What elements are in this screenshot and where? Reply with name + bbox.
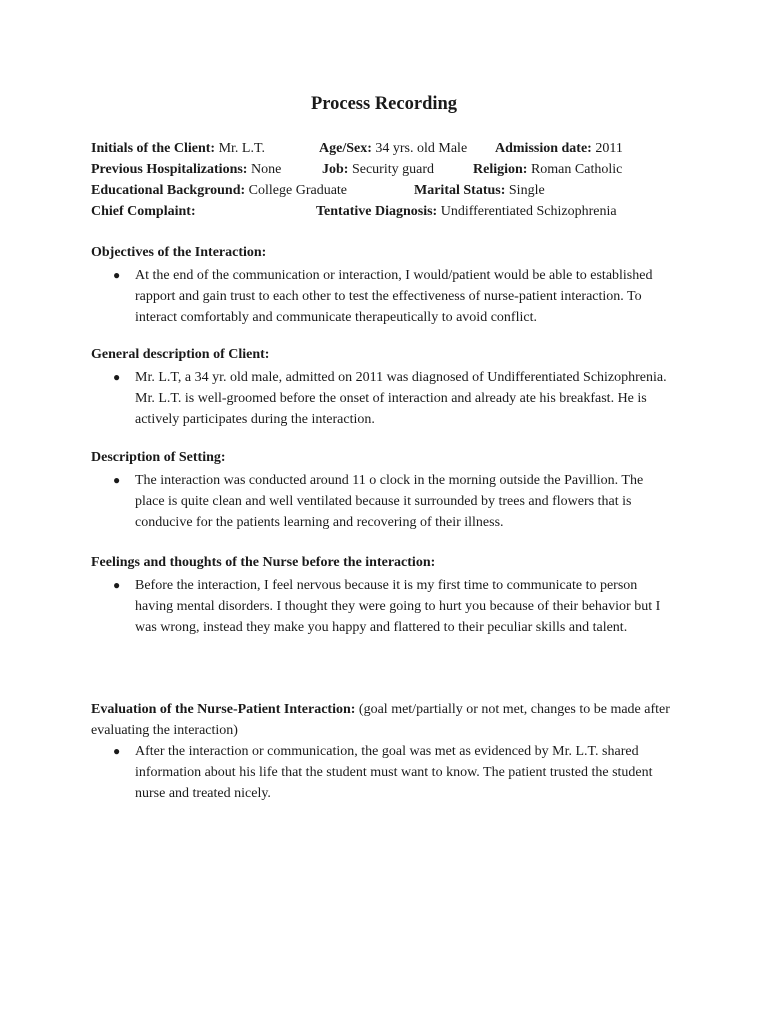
job-value: Security guard [351, 162, 434, 177]
evaluation-text: After the interaction or communication, the goal was met as evidenced by Mr. L.T. shared information about his life that the student must want to know. The patient trusted the student nurse and treated nicely. [135, 744, 653, 801]
general-description-heading: General description of Client: [91, 347, 270, 362]
agesex-field [319, 141, 467, 157]
religion-value: Roman Catholic [530, 162, 623, 177]
prevhosp-field [91, 162, 281, 178]
prevhosp-label: Previous Hospitalizations: [91, 162, 248, 177]
job-field [322, 162, 434, 178]
feelings-text: Before the interaction, I feel nervous because it is my first time to communicate to person having mental disorders. I thought they were going to hurt you because of their behavior but I was wrong, instead they make you happy and flattered to their peculiar skills and talent. [135, 578, 661, 635]
initials-value: Mr. L.T. [218, 141, 265, 156]
initials-field [91, 141, 265, 157]
job-label: Job: [322, 162, 349, 177]
complaint-label: Chief Complaint: [91, 204, 196, 219]
page-title: Process Recording [310, 94, 458, 114]
admission-label: Admission date: [495, 141, 592, 156]
education-field [91, 183, 347, 199]
bullet-icon: ● [113, 744, 121, 758]
marital-value: Single [508, 183, 545, 198]
agesex-value: 34 yrs. old Male [375, 141, 468, 156]
setting-heading: Description of Setting: [91, 450, 226, 465]
diagnosis-label: Tentative Diagnosis: [316, 204, 438, 219]
marital-field [414, 183, 545, 199]
education-label: Educational Background: [91, 183, 246, 198]
complaint-field [91, 204, 196, 220]
setting-text: The interaction was conducted around 11 o clock in the morning outside the Pavillion. The place is quite clean and well ventilated because it surrounded by trees and flowers that is conducive for the patients learning and recovering of their illness. [135, 473, 644, 530]
objectives-heading: Objectives of the Interaction: [91, 245, 267, 260]
admission-field [495, 141, 623, 157]
bullet-icon: ● [113, 370, 121, 384]
evaluation-label: Evaluation of the Nurse-Patient Interaction: [91, 702, 356, 717]
bullet-icon: ● [113, 473, 121, 487]
bullet-icon: ● [113, 578, 121, 592]
initials-label: Initials of the Client: [91, 141, 216, 156]
diagnosis-value: Undifferentiated Schizophrenia [440, 204, 617, 219]
admission-value: 2011 [595, 141, 623, 156]
evaluation-heading [91, 699, 671, 741]
diagnosis-field [316, 204, 617, 220]
prevhosp-value: None [250, 162, 282, 177]
general-description-text: Mr. L.T, a 34 yr. old male, admitted on 2011 was diagnosed of Undifferentiated Schizophrenia. Mr. L.T. is well-groomed before the onset of interaction and already ate his breakfast. He is actively participates during the interaction. [135, 370, 667, 427]
marital-label: Marital Status: [414, 183, 506, 198]
bullet-icon: ● [113, 268, 121, 282]
education-value: College Graduate [248, 183, 348, 198]
objectives-text: At the end of the communication or interaction, I would/patient would be able to established rapport and gain trust to each other to test the effectiveness of nurse-patient interaction. To interact comfortably and communicate therapeutically to avoid conflict. [135, 268, 653, 325]
evaluation-note: (goal met/partially or not met, changes to be made after evaluating the interaction) [91, 702, 670, 738]
religion-field [473, 162, 622, 178]
agesex-label: Age/Sex: [319, 141, 372, 156]
religion-label: Religion: [473, 162, 528, 177]
feelings-heading: Feelings and thoughts of the Nurse before the interaction: [91, 555, 436, 570]
